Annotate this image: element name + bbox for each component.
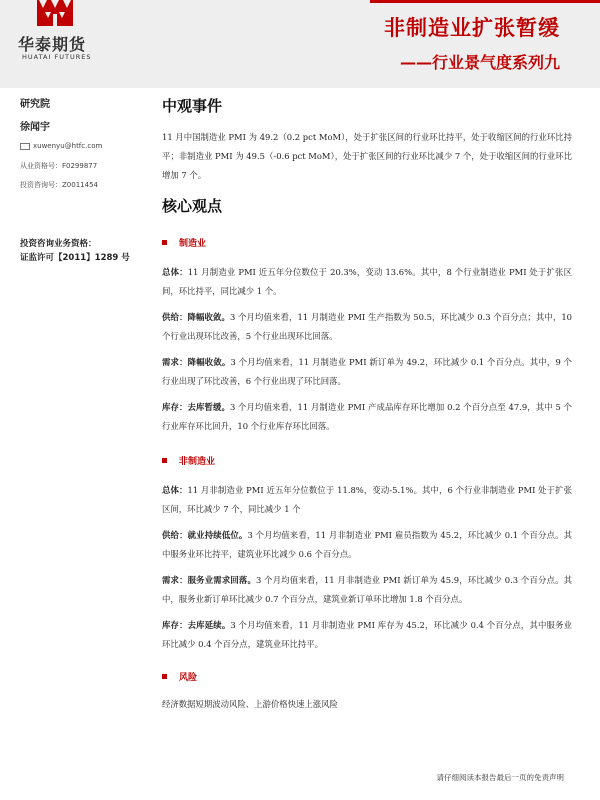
non-manufacturing-demand: 需求：服务业需求回落。3 个月均值来看，11 月非制造业 PMI 新订单为 45.9，环比减少 0.3 个百分点。其中，服务业新订单环比减少 0.7 个百分点，建筑业新订单环比增加 1.8 个百分点。: [162, 575, 573, 604]
non-manufacturing-supply: 供给：就业持续低位。3 个月均值来看，11 月非制造业 PMI 雇员指数为 45.2，环比减少 0.1 个百分点。其中服务业环比持平，建筑业环比减少 0.6 个百分点。: [162, 530, 572, 559]
license-number: 证监许可【2011】1289 号: [20, 253, 130, 263]
risk-paragraph: 经济数据短期波动风险、上游价格快速上涨风险: [162, 699, 338, 709]
author-email: [20, 142, 102, 150]
manufacturing-overall: 总体：11 月制造业 PMI 近五年分位数位于 20.3%，变动 13.6%。其中，8 个行业制造业 PMI 处于扩张区间，环比持平，同比减少 1 个。: [162, 267, 572, 296]
manufacturing-inventory: 库存：去库暂缓。3 个月均值来看，11 月制造业 PMI 产成品库存环比增加 0.2 个百分点至 47.9，其中 5 个行业库存环比回升，10 个行业库存环比回落。: [162, 402, 572, 431]
macro-paragraph: 11 月中国制造业 PMI 为 49.2（0.2 pct MoM），处于扩张区间的行业环比持平，处于收缩区间的行业环比持平；非制造业 PMI 为 49.5（-0.6 pct MoM），处于扩张区间的行业环比减少 7 个，处于收缩区间的行业环比增加 7 个。: [162, 132, 572, 180]
section-title-macro: 中观事件: [162, 97, 223, 115]
subheading-risk: 风险: [162, 670, 572, 683]
qualification-number: 从业资格号：F0299877: [20, 162, 98, 170]
envelope-icon: [20, 143, 30, 150]
huatai-logo-icon: [37, 0, 73, 26]
header-accent-line: [370, 0, 600, 3]
subheading-non-manufacturing: 非制造业: [162, 454, 572, 467]
institute-label: 研究院: [20, 99, 50, 110]
non-manufacturing-inventory: 库存：去库延续。3 个月均值来看，11 月非制造业 PMI 库存为 45.2，环比减少 0.4 个百分点，其中服务业环比减少 0.4 个百分点，建筑业环比持平。: [162, 620, 572, 649]
license-title: 投资咨询业务资格：: [20, 239, 97, 249]
report-body: [162, 93, 572, 714]
square-bullet-icon: [162, 674, 167, 679]
report-header: [0, 0, 600, 88]
square-bullet-icon: [162, 458, 167, 463]
manufacturing-supply: 供给：降幅收敛。3 个月均值来看，11 月制造业 PMI 生产指数为 50.5，环比减少 0.3 个百分点；其中，10 个行业出现环比改善，5 个行业出现环比回落。: [162, 312, 572, 341]
logo-name-cn: 华泰期货: [18, 35, 87, 54]
disclaimer-note: 请仔细阅读本报告最后一页的免责声明: [436, 773, 564, 782]
section-title-core: 核心观点: [162, 197, 223, 215]
manufacturing-demand: 需求：降幅收敛。3 个月均值来看，11 月制造业 PMI 新订单为 49.2，环比减少 0.1 个百分点。其中，9 个行业出现了环比改善，6 个行业出现了环比回落。: [162, 357, 572, 386]
square-bullet-icon: [162, 240, 167, 245]
author-name: 徐闻宇: [20, 122, 50, 133]
logo-name-en: HUATAI FUTURES: [22, 53, 92, 61]
report-subtitle: ——行业景气度系列九: [399, 53, 560, 72]
email-text[interactable]: xuwenyu@htfc.com: [33, 142, 103, 150]
non-manufacturing-overall: 总体：11 月非制造业 PMI 近五年分位数位于 11.8%，变动-5.1%。其中，6 个行业非制造业 PMI 处于扩张区间，环比减少 7 个，同比减少 1 个: [162, 485, 573, 514]
report-title: 非制造业扩张暂缓: [384, 16, 560, 40]
advisory-number: 投资咨询号：Z0011454: [20, 181, 98, 189]
subheading-manufacturing: 制造业: [162, 236, 572, 249]
